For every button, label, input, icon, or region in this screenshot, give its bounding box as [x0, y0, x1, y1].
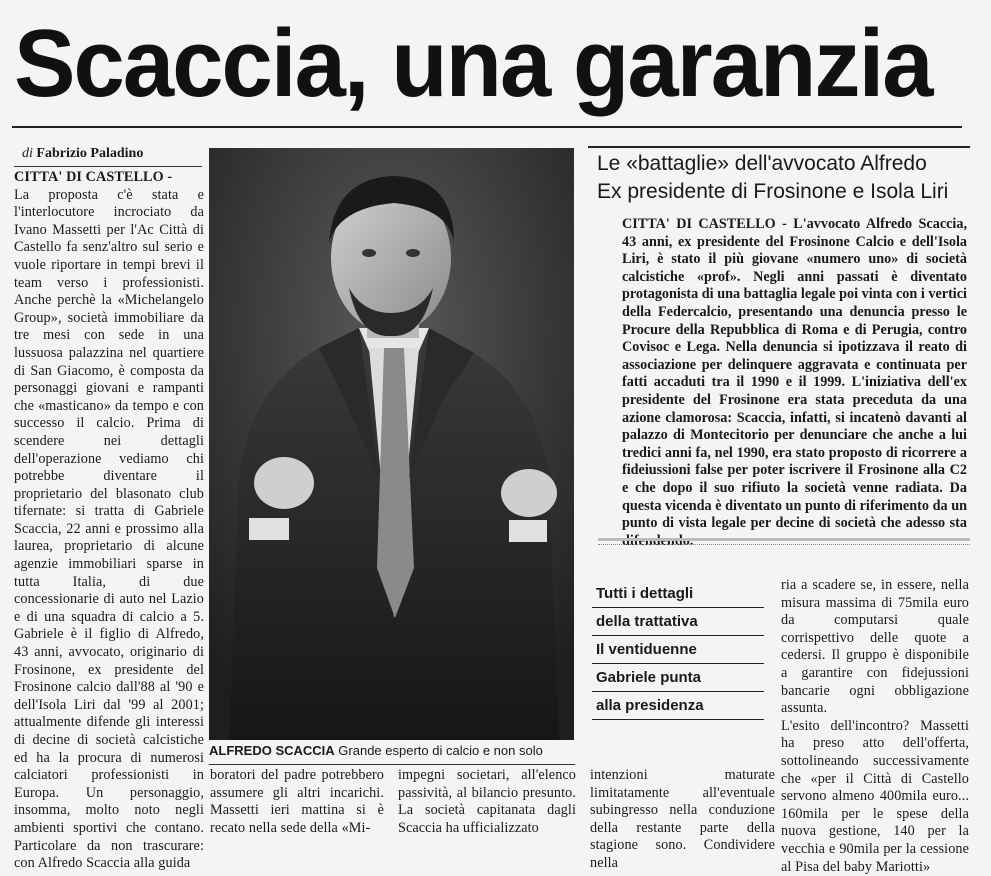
- article-column-mid-2: impegni societari, all'elenco passività, al bilancio presunto. La società capitanata dagli Scaccia ha ufficializzato: [398, 767, 576, 836]
- byline: [22, 146, 202, 162]
- pull-quote-line: alla presidenza: [592, 692, 764, 720]
- sidebar-dateline: CITTA' DI CASTELLO -: [622, 216, 787, 232]
- sidebar-title-line-1: Le «battaglie» dell'avvocato Alfredo: [597, 152, 927, 175]
- sidebar-bottom-rule: [598, 538, 970, 541]
- caption-name: ALFREDO SCACCIA: [209, 743, 335, 758]
- portrait-illustration: [209, 148, 574, 740]
- headline-rule: [12, 126, 962, 128]
- article-column-mid-1: boratori del padre potrebbero assumere gli altri incarichi. Massetti ieri mattina si è recato nella sede della «Mi-: [210, 767, 384, 836]
- byline-author: Fabrizio Paladino: [36, 146, 144, 161]
- pull-quote-line: Tutti i dettagli: [592, 580, 764, 608]
- article-column-left: [14, 169, 204, 872]
- sidebar-dotted-rule: [598, 544, 970, 545]
- article-column-right: ria a scadere se, in essere, nella misura massima di 75mila euro da computarsi quale corrispettivo delle quote a cedersi. Il gruppo è disponibile a garantire con fidejussioni bancarie ogni obbligazione assunta. L'esito dell'incontro? Massetti ha preso atto dell'offerta, sottolineando successivamente che «per il Città di Castello servono almeno 400mila euro... 160mila per le spese della nuova gestione, 140 per la vecchia e 90mila per la cessione al Pisa del baby Mariotti»: [781, 577, 969, 875]
- article-dateline: CITTA' DI CASTELLO -: [14, 169, 173, 185]
- byline-prefix: di: [22, 146, 33, 161]
- pull-quote-line: Il ventiduenne: [592, 636, 764, 664]
- photo-caption: [209, 743, 579, 758]
- article-column-right-bottom: intenzioni maturate limitatamente all'eventuale subingresso nella conduzione della restante parte della stagione sono. Condividere nella: [590, 767, 775, 871]
- article-text-left: La proposta c'è stata e l'interlocutore incrociato da Ivano Massetti per l'Ac Città di Castello fa senz'altro sul serio e vuole riportare in tempi brevi il team verso i professionisti. Anche perchè la «Michelangelo Group», società immobiliare da tre mesi con sede in una lussuosa palazzina nel quartiere di San Giacomo, è composta da personaggi giovani e rampanti che «masticano» da tempo e con successo il calcio. Prima di scendere nei dettagli dell'operazione vediamo chi potrebbe diventare il proprietario del blasonato club tifernate: si tratta di Gabriele Scaccia, 22 anni e prossimo alla laurea, proprietario di alcune agenzie immobiliari sparse in tutta Italia, di due concessionarie di auto nel Lazio e di una squadra di calcio a 5. Gabriele è il figlio di Alfredo, 43 anni, avvocato, originario di Frosinone, ex presidente del Frosinone calcio dall'88 al '90 e dell'Isola Liri dal '99 al 2001; attualmente difende gli interessi di decine di società calcistiche ed ha la procura di numerosi calciatori professionisti in Europa. Un personaggio, insomma, molto noto negli ambienti sportivi che contano. Particolare da non trascurare: con Alfredo Scaccia alla guida: [14, 186, 204, 872]
- caption-rule: [209, 764, 575, 765]
- sidebar-title-line-2: Ex presidente di Frosinone e Isola Liri: [597, 180, 949, 203]
- sidebar-title: [597, 150, 969, 206]
- pull-quote: [592, 580, 764, 720]
- sidebar-body: [622, 216, 967, 532]
- sidebar-text: L'avvocato Alfredo Scaccia, 43 anni, ex presidente del Frosinone Calcio e dell'Isola Liri, è stato il più giovane «numero uno» di società calcistiche «prof». Negli anni passati è diventato protagonista di una battaglia legale poi vinta con i vertici della Federcalcio, presentando una denuncia presso le Procure della Repubblica di Roma e di Perugia, contro Covisoc e Lega. Nella denuncia si ipotizzava il reato di associazione per delinquere aggravata e continuata per fatti accaduti tra il 1990 e il 1999. L'iniziativa dell'ex presidente del Frosinone era stata preceduta da una azione clamorosa: Scaccia, infatti, si incatenò davanti al palazzo di Montecitorio per denunciare che anche a lui tredici anni fa, nel 1990, era stato proposto di ricorrere a fideiussioni false per poter iscrivere il Frosinone alla C2 e che dopo il suo rifiuto la società venne radiata. Da questa vicenda è diventato un punto di riferimento da un punto di vista legale per decine di società che adesso sta: [622, 216, 967, 532]
- pull-quote-line: Gabriele punta: [592, 664, 764, 692]
- caption-text: Grande esperto di calcio e non solo: [338, 743, 543, 758]
- sidebar-top-rule: [588, 146, 970, 148]
- photo-alfredo-scaccia: [209, 148, 574, 740]
- pull-quote-line: della trattativa: [592, 608, 764, 636]
- byline-rule: [14, 166, 202, 167]
- headline: Scaccia, una garanzia: [14, 10, 932, 117]
